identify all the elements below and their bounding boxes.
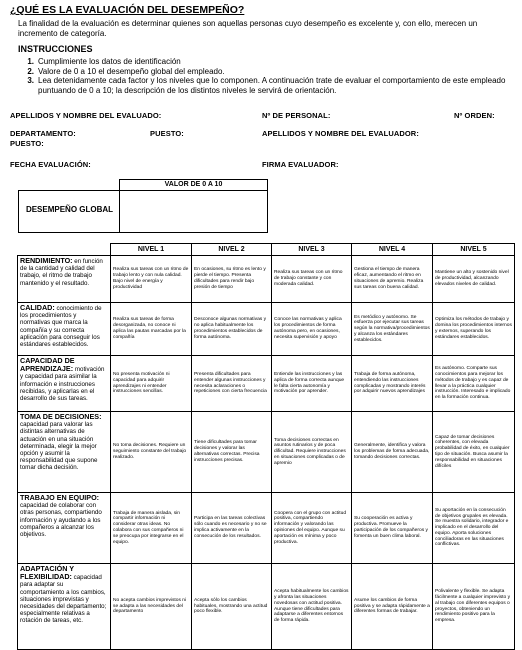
factor-desc: motivación y capacidad para asimilar la información e instrucciones recibidas, y aplicarlas en el desarrollo de sus tareas.: [20, 366, 105, 403]
instruction-text: Valore de 0 a 10 el desempeño global del empleado.: [38, 66, 225, 76]
factor-row: [18, 493, 515, 564]
level-cell[interactable]: Es autónomo. Comparte sus conocimientos para mejorar los métodos de trabajo y es capaz de llevar a la práctica cualquier instrucción. Interesado e implicado en la formación continua.: [433, 356, 515, 412]
level-cell[interactable]: Su aportación en la consecución de objetivos grupales es elevada. Se muestra solidario, integrador e implicado en el desarrollo del equipo. Aporta soluciones conciliadoras en las situaciones conflictivas.: [433, 493, 515, 564]
level-cell[interactable]: Realiza sus tareas con un ritmo de trabajo constante y con moderada calidad.: [272, 256, 352, 303]
level-header: NIVEL 2: [192, 244, 272, 256]
instructions-heading: INSTRUCCIONES: [18, 44, 93, 54]
level-cell[interactable]: Acepta habitualmente los cambios y afronta las situaciones novedosas con actitud positiva. Aunque tiene dificultades para adaptarse a diferentes entornos de forma rápida.: [272, 564, 352, 650]
level-cell[interactable]: Participa en las tareas colectivas sólo cuando es necesario y no se implica activamente en la consecución de los resultados.: [192, 493, 272, 564]
level-cell[interactable]: No acepta cambios imprevistos ni se adapta a las necesidades del departamento: [111, 564, 192, 650]
level-cell[interactable]: Capaz de tomar decisiones coherentes, con elevada probabilidad de éxito, en cualquier tipo de situación. Busca asumir la responsabilidad en situaciones difíciles: [433, 412, 515, 493]
evaluado-label[interactable]: APELLIDOS Y NOMBRE DEL EVALUADO:: [10, 111, 162, 120]
level-header: NIVEL 1: [111, 244, 192, 256]
instruction-item: [18, 67, 513, 77]
puesto-evaluado-label[interactable]: PUESTO:: [10, 139, 44, 148]
level-cell[interactable]: En ocasiones, su ritmo es lento y pierde el tiempo. Presenta dificultades para rendir bajo presión de tiempo: [192, 256, 272, 303]
level-cell[interactable]: Entiende las instrucciones y las aplica de forma correcta aunque le falta cierta autonomía y motivación por aprender.: [272, 356, 352, 412]
instructions-list: [18, 57, 513, 95]
factor-cell: [18, 356, 111, 412]
factor-cell: [18, 303, 111, 356]
level-cell[interactable]: Su cooperación es activa y productiva. Promueve la participación de los compañeros y fomenta un buen clima laboral.: [352, 493, 433, 564]
level-header-row: [18, 244, 515, 256]
level-cell[interactable]: Es metódico y autónomo. Se esfuerza por ejecutar sus tareas según la normativa/procedimientos y alcanza los estándares establecidos.: [352, 303, 433, 356]
puesto-label[interactable]: PUESTO:: [150, 129, 184, 138]
instruction-item: [18, 57, 513, 67]
level-cell[interactable]: Realiza sus tareas con un ritmo de trabajo lento y con nula calidad. Bajo nivel de energía y productividad: [111, 256, 192, 303]
factor-row: [18, 412, 515, 493]
instruction-number: 3.: [27, 76, 34, 85]
level-cell[interactable]: Optimiza los métodos de trabajo y domina los procedimientos internos y externos, superando los estándares establecidos.: [433, 303, 515, 356]
factor-name: CAPACIDAD DE APRENDIZAJE:: [20, 356, 75, 374]
factor-desc: capacidad para valorar las distintas alternativas de actuación en una situación determinada, elegir la mejor opción y asumir la responsabilidad que supone tomar dicha decisión.: [20, 421, 98, 472]
level-cell[interactable]: Polivalente y flexible. Se adapta fácilmente a cualquier imprevisto y al trabajo con diferentes equipos o proyectos, obteniendo un rendimiento positivo para la empresa.: [433, 564, 515, 650]
instruction-number: 1.: [27, 57, 34, 66]
level-cell[interactable]: Presenta dificultades para entender algunas instrucciones y necesita aclaraciones o repeticiones con cierta frecuencia: [192, 356, 272, 412]
intro-text: La finalidad de la evaluación es determinar quienes son aquellas personas cuyo desempeño es excelente y, con ello, merecen un incremento de categoría.: [18, 19, 478, 38]
orden-label[interactable]: Nº ORDEN:: [454, 111, 495, 120]
factor-desc: conocimiento de los procedimientos y normativas que marca la compañía y su correcta aplicación para conseguir los estándares establecidos.: [20, 305, 102, 349]
factor-cell: [18, 412, 111, 493]
page-title: ¿QUÉ ES LA EVALUACIÓN DEL DESEMPEÑO?: [10, 4, 245, 16]
level-cell[interactable]: Desconoce algunas normativas y no aplica habitualmente los procedimientos establecidos de forma autónoma.: [192, 303, 272, 356]
factor-name: ADAPTACIÓN Y FLEXIBILIDAD:: [20, 564, 74, 582]
factor-row: [18, 356, 515, 412]
instruction-text: Lea detenidamente cada factor y los niveles que lo componen. A continuación trate de evaluar el comportamiento de este empleado puntuando de 0 a 10; la descripción de los distintos niveles le servirá de orientación.: [38, 76, 506, 95]
level-cell[interactable]: Toma decisiones correctas en asuntos rutinarios y de poca dificultad. Requiere instrucciones en situaciones complicadas o de apremio: [272, 412, 352, 493]
evaluation-table: [17, 243, 515, 650]
factor-name: TRABAJO EN EQUIPO:: [20, 493, 100, 502]
level-cell[interactable]: Mantiene un alto y sostenido nivel de productividad, alcanzando elevados niveles de calidad.: [433, 256, 515, 303]
level-cell[interactable]: Gestiona el tiempo de manera eficaz, aumentando el ritmo en situaciones de apremio. Realiza sus tareas con buena calidad.: [352, 256, 433, 303]
factor-name: RENDIMIENTO:: [20, 256, 73, 265]
personal-label[interactable]: Nº DE PERSONAL:: [262, 111, 331, 120]
level-cell[interactable]: Realiza sus tareas de forma desorganizada, no conoce ni aplica las pautas marcadas por la compañía: [111, 303, 192, 356]
level-cell[interactable]: Tiene dificultades para tomar decisiones y valorar las alternativas correctas. Precisa instrucciones precisas.: [192, 412, 272, 493]
level-header: NIVEL 4: [352, 244, 433, 256]
desempeno-global-label: DESEMPEÑO GLOBAL: [18, 190, 120, 233]
level-cell[interactable]: No presenta motivación ni capacidad para adquirir aprendizajes ni entender instrucciones sencillas.: [111, 356, 192, 412]
level-cell[interactable]: Conoce las normativas y aplica los procedimientos de forma autónoma pero, en ocasiones, necesita supervisión y apoyo: [272, 303, 352, 356]
level-cell[interactable]: Coopera con el grupo con actitud positiva, compartiendo información y valorando las opiniones del equipo. Aunque su aportación es mínima y poco productiva.: [272, 493, 352, 564]
factor-cell: [18, 256, 111, 303]
level-cell[interactable]: Trabaja de forma autónoma, entendiendo las instrucciones complicadas y mostrando interés por adquirir nuevos aprendizajes: [352, 356, 433, 412]
valor-box[interactable]: [119, 179, 268, 233]
level-header: NIVEL 5: [433, 244, 515, 256]
valor-header: VALOR DE 0 A 10: [120, 180, 267, 191]
level-cell[interactable]: Trabaja de manera aislada, sin compartir información ni considerar otras ideas. No colabora con sus compañeros ni se preocupa por integrarse en el equipo.: [111, 493, 192, 564]
corner-cell: [18, 244, 111, 256]
instruction-text: Cumplimiente los datos de identificación: [38, 57, 181, 66]
factor-desc: capacidad de colaborar con otras personas, compartiendo información y ayudando a los compañeros a alcanzar los objetivos.: [20, 502, 102, 539]
level-cell[interactable]: Generalmente, identifica y valora los problemas de forma adecuada, tomando decisiones correctas.: [352, 412, 433, 493]
factor-row: [18, 303, 515, 356]
level-cell[interactable]: No toma decisiones. Requiere un seguimiento constante del trabajo realizado.: [111, 412, 192, 493]
fecha-label[interactable]: FECHA EVALUACIÓN:: [10, 160, 91, 169]
evaluador-label[interactable]: APELLIDOS Y NOMBRE DEL EVALUADOR:: [262, 129, 419, 138]
factor-name: TOMA DE DECISIONES:: [20, 412, 102, 421]
factor-name: CALIDAD:: [20, 303, 55, 312]
factor-desc: en función de la cantidad y calidad del trabajo, el ritmo de trabajo mantenido y el resultado.: [20, 258, 103, 287]
level-cell[interactable]: Acepta sólo los cambios habituales, mostrando una actitud poco flexible.: [192, 564, 272, 650]
factor-row: [18, 256, 515, 303]
factor-desc: capacidad para adaptar su comportamiento a los cambios, situaciones imprevistas y necesidades del departamento; especialmente relativas a rotación de tareas, etc.: [20, 574, 107, 625]
level-cell[interactable]: Asume los cambios de forma positiva y se adapta rápidamente a diferentes formas de trabajar.: [352, 564, 433, 650]
instruction-number: 2.: [27, 66, 34, 76]
instruction-item: [18, 76, 513, 95]
level-header: NIVEL 3: [272, 244, 352, 256]
departamento-label[interactable]: DEPARTAMENTO:: [10, 129, 76, 138]
factor-cell: [18, 493, 111, 564]
firma-label[interactable]: FIRMA EVALUADOR:: [262, 160, 339, 169]
